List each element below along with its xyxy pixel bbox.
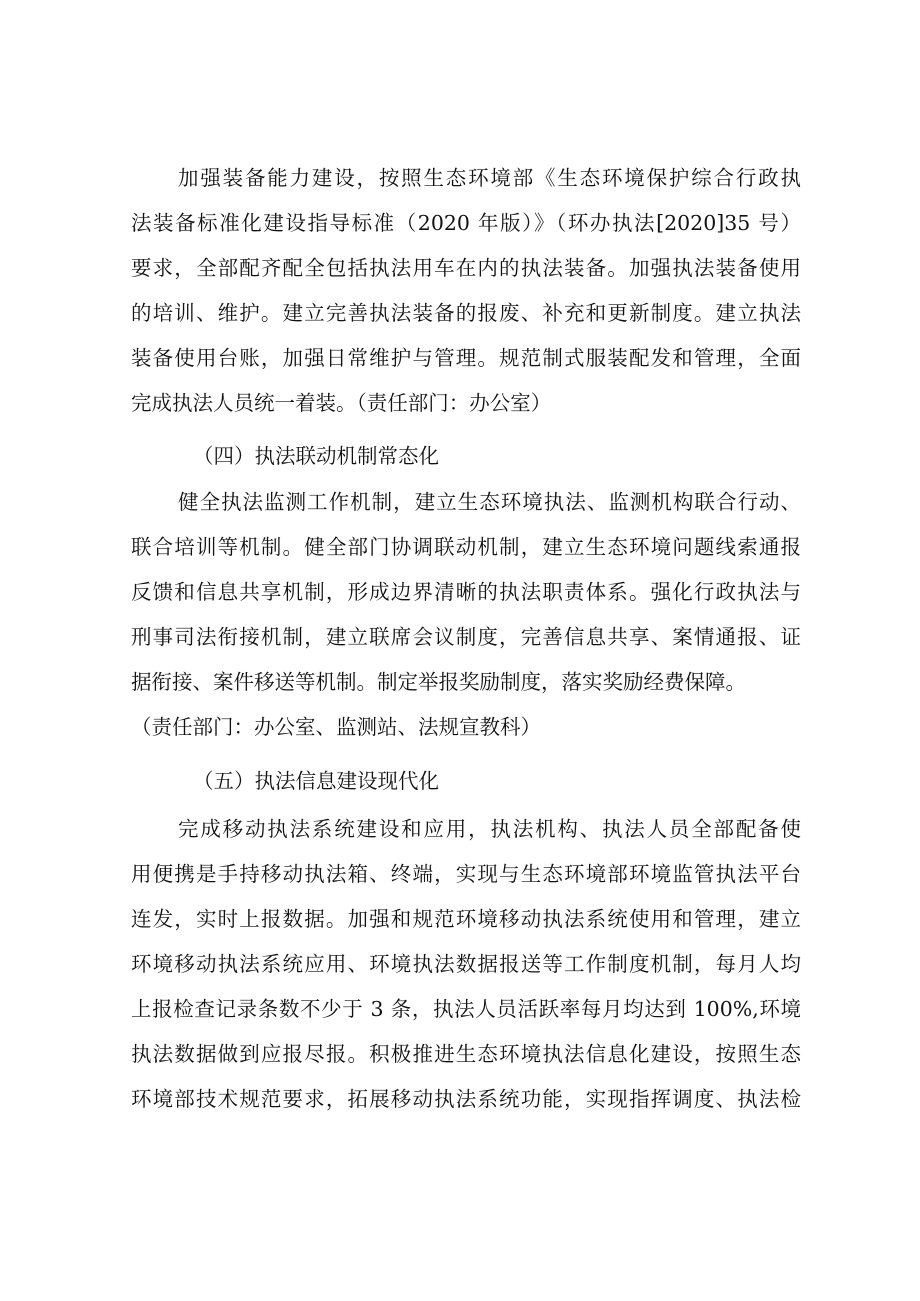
paragraph-line: 上报检查记录条数不少于 3 条，执法人员活跃率每月均达到 100%,环境 <box>131 997 801 1021</box>
paragraph-line: 环境移动执法系统应用、环境执法数据报送等工作制度机制，每月人均 <box>131 952 801 976</box>
section-heading-4: （四）执法联动机制常态化 <box>193 444 439 468</box>
paragraph-line: 执法数据做到应报尽报。积极推进生态环境执法信息化建设，按照生态 <box>131 1042 801 1066</box>
paragraph-line: 的培训、维护。建立完善执法装备的报废、补充和更新制度。建立执法 <box>131 301 801 325</box>
paragraph-line: 法装备标准化建设指导标准（2020 年版）》（环办执法[2020]35 号） <box>131 211 801 235</box>
paragraph-line: 反馈和信息共享机制，形成边界清晰的执法职责体系。强化行政执法与 <box>131 580 801 604</box>
paragraph-line: 环境部技术规范要求，拓展移动执法系统功能，实现指挥调度、执法检 <box>131 1087 801 1111</box>
paragraph-line: 刑事司法衔接机制，建立联席会议制度，完善信息共享、案情通报、证 <box>131 625 801 649</box>
paragraph-line: 完成移动执法系统建设和应用，执法机构、执法人员全部配备使 <box>178 817 801 841</box>
section-heading-5: （五）执法信息建设现代化 <box>193 769 439 793</box>
paragraph-line: 加强装备能力建设，按照生态环境部《生态环境保护综合行政执 <box>178 166 801 190</box>
paragraph-line: 要求，全部配齐配全包括执法用车在内的执法装备。加强执法装备使用 <box>131 256 801 280</box>
paragraph-line: 用便携是手持移动执法箱、终端，实现与生态环境部环境监管执法平台 <box>131 862 801 886</box>
paragraph-line: （责任部门：办公室、监测站、法规宣教科） <box>131 715 541 739</box>
paragraph-line: 完成执法人员统一着装。（责任部门：办公室） <box>131 391 552 415</box>
paragraph-line: 连发，实时上报数据。加强和规范环境移动执法系统使用和管理，建立 <box>131 907 801 931</box>
paragraph-line: 装备使用台账，加强日常维护与管理。规范制式服装配发和管理，全面 <box>131 346 801 370</box>
paragraph-line: 据衔接、案件移送等机制。制定举报奖励制度，落实奖励经费保障。 <box>131 670 746 694</box>
paragraph-line: 健全执法监测工作机制，建立生态环境执法、监测机构联合行动、 <box>178 490 801 514</box>
paragraph-line: 联合培训等机制。健全部门协调联动机制，建立生态环境问题线索通报 <box>131 535 801 559</box>
